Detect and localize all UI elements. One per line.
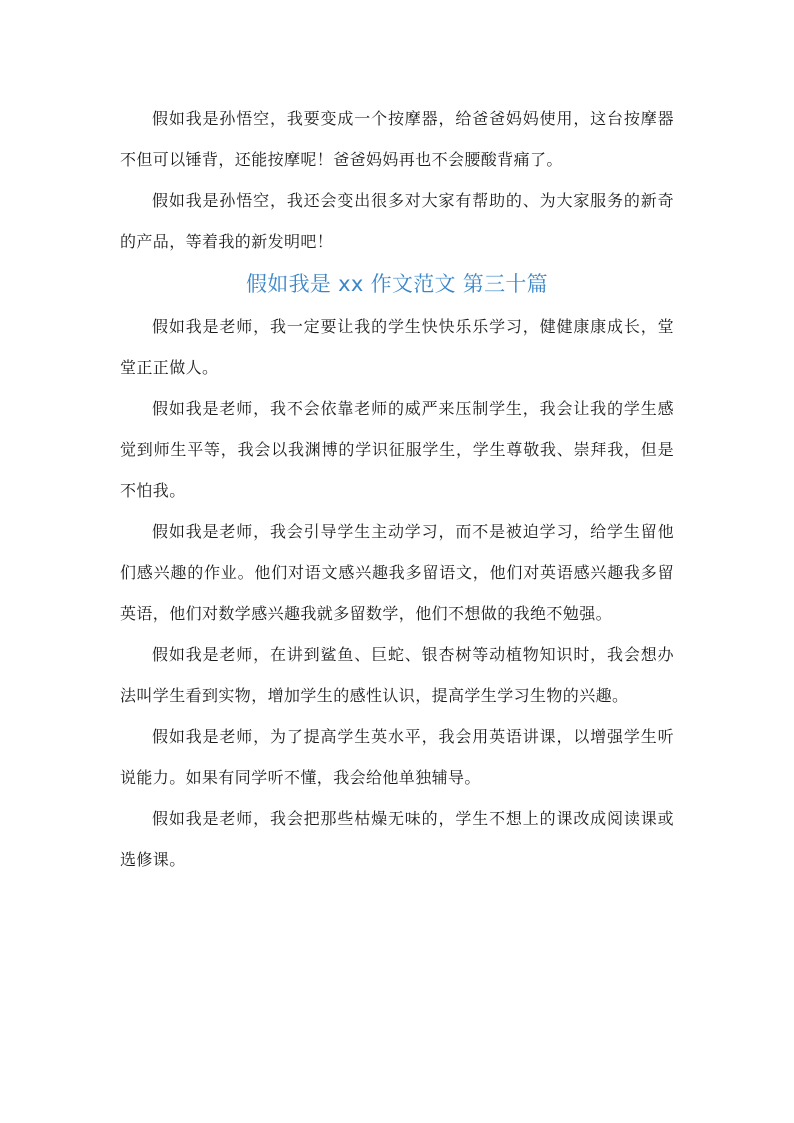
paragraph-teacher-3: 假如我是老师，我会引导学生主动学习，而不是被迫学习，给学生留他们感兴趣的作业。他们对语文感兴趣我多留语文，他们对英语感兴趣我多留英语，他们对数学感兴趣我就多留数学，他们不想做的我绝不勉强。 bbox=[120, 522, 674, 623]
paragraph-monkey-king-1: 假如我是孙悟空，我要变成一个按摩器，给爸爸妈妈使用，这台按摩器不但可以锤背，还能按摩呢！爸爸妈妈再也不会腰酸背痛了。 bbox=[120, 109, 674, 169]
paragraph-teacher-6: 假如我是老师，我会把那些枯燥无味的，学生不想上的课改成阅读课或选修课。 bbox=[120, 809, 674, 869]
paragraph-teacher-4: 假如我是老师，在讲到鲨鱼、巨蛇、银杏树等动植物知识时，我会想办法叫学生看到实物，增加学生的感性认识，提高学生学习生物的兴趣。 bbox=[120, 645, 674, 705]
paragraph-teacher-1: 假如我是老师，我一定要让我的学生快快乐乐学习，健健康康成长，堂堂正正做人。 bbox=[120, 317, 674, 377]
paragraph-monkey-king-2: 假如我是孙悟空，我还会变出很多对大家有帮助的、为大家服务的新奇的产品，等着我的新发明吧！ bbox=[120, 191, 674, 251]
section-heading: 假如我是 xx 作文范文 第三十篇 bbox=[246, 272, 548, 296]
paragraph-teacher-2: 假如我是老师，我不会依靠老师的威严来压制学生，我会让我的学生感觉到师生平等，我会以我渊博的学识征服学生，学生尊敬我、崇拜我，但是不怕我。 bbox=[120, 399, 674, 500]
paragraph-teacher-5: 假如我是老师，为了提高学生英水平，我会用英语讲课，以增强学生听说能力。如果有同学听不懂，我会给他单独辅导。 bbox=[120, 727, 674, 787]
